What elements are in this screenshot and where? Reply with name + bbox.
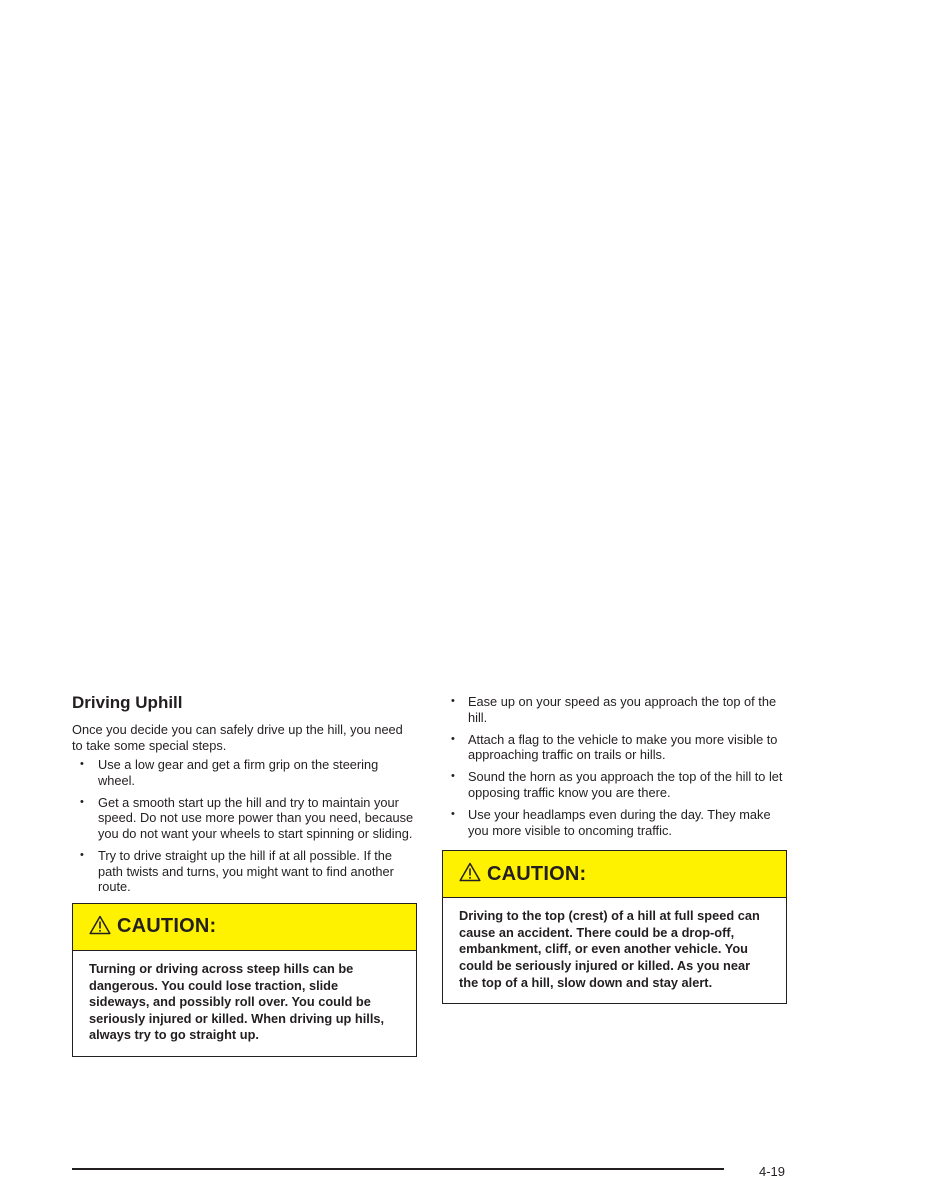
list-item: • Try to drive straight up the hill if at all possible. If the path twists and turns, you might want to find another route.: [80, 848, 394, 895]
list-item: • Get a smooth start up the hill and try to maintain your speed. Do not use more power than you need, because you do not want your wheels to start spinning or sliding.: [80, 794, 414, 842]
caution-box-right: [442, 850, 787, 1004]
caution-label: CAUTION:: [487, 862, 587, 885]
list-item: • Use a low gear and get a firm grip on the steering wheel.: [80, 757, 379, 788]
bullet-dot-icon: •: [80, 758, 84, 771]
bullet-dot-icon: •: [451, 808, 455, 821]
caution-text: Driving to the top (crest) of a hill at full speed can cause an accident. There could be a drop-off, embankment, cliff, or even another vehicle. You could be seriously injured or killed. As you near the top of a hill, slow down and stay alert.: [459, 908, 760, 990]
page-number: 4-19: [759, 1164, 786, 1179]
footer-divider: [72, 1168, 724, 1170]
bullet-dot-icon: •: [451, 770, 455, 783]
right-column: [442, 694, 787, 1004]
caution-label: CAUTION:: [117, 915, 217, 938]
right-bullet-list: [442, 694, 787, 838]
list-item: • Ease up on your speed as you approach the top of the hill.: [451, 694, 777, 725]
caution-box-left: [72, 903, 417, 1057]
caution-text: Turning or driving across steep hills can be dangerous. You could lose traction, slide sideways, and possibly roll over. You could be seriously injured or killed. When driving up hills, always try to go straight up.: [89, 960, 385, 1043]
caution-header: [73, 904, 416, 951]
list-item: • Use your headlamps even during the day. They make you more visible to oncoming traffic.: [451, 807, 771, 838]
caution-header: [443, 851, 786, 898]
warning-triangle-icon: [459, 862, 481, 882]
section-intro: Once you decide you can safely drive up the hill, you need to take some special steps.: [72, 722, 403, 753]
left-column: [72, 692, 417, 1057]
section-heading: Driving Uphill: [72, 693, 183, 712]
warning-triangle-icon: [89, 915, 111, 935]
list-item: • Attach a flag to the vehicle to make you more visible to approaching traffic on trails or hills.: [451, 731, 778, 763]
bullet-dot-icon: •: [451, 732, 455, 745]
list-item: • Sound the horn as you approach the top of the hill to let opposing traffic know you are there.: [451, 769, 783, 800]
bullet-dot-icon: •: [80, 795, 84, 808]
left-bullet-list: [72, 757, 417, 895]
bullet-dot-icon: •: [451, 695, 455, 707]
bullet-dot-icon: •: [80, 849, 84, 862]
